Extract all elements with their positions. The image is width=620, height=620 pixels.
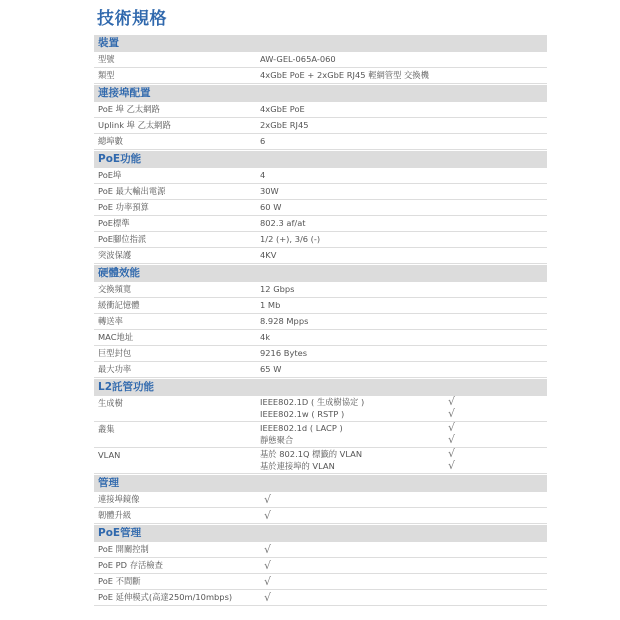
table-row xyxy=(94,118,547,134)
checkmark-icon: √ xyxy=(448,407,456,420)
row-value: 4xGbE PoE + 2xGbE RJ45 輕網管型 交換機 xyxy=(260,70,429,80)
table-row xyxy=(94,542,547,558)
row-label: 交換頻寬 xyxy=(98,284,132,294)
table-row xyxy=(94,448,547,474)
row-label: PoE標準 xyxy=(98,218,130,228)
row-value: 1 Mb xyxy=(260,300,281,310)
row-value: 65 W xyxy=(260,364,282,374)
row-label: 轉送率 xyxy=(98,316,123,326)
row-values xyxy=(260,423,343,446)
page-title: 技術規格 xyxy=(97,9,167,29)
row-value: 4xGbE PoE xyxy=(260,104,305,114)
table-row xyxy=(94,68,547,84)
table-row xyxy=(94,232,547,248)
section-header-management: 管理 xyxy=(94,475,547,492)
row-value: 12 Gbps xyxy=(260,284,295,294)
checkmark-icon: √ xyxy=(264,509,272,522)
table-row xyxy=(94,590,547,606)
row-value: IEEE802.1D ( 生成樹協定 ) xyxy=(260,397,365,407)
table-row xyxy=(94,422,547,448)
row-value: 1/2 (+), 3/6 (-) xyxy=(260,234,321,244)
table-row xyxy=(94,330,547,346)
row-value: 4KV xyxy=(260,250,277,260)
table-row xyxy=(94,184,547,200)
row-label: PoE 延伸模式(高達250m/10mbps) xyxy=(98,592,233,602)
row-label: MAC地址 xyxy=(98,332,134,342)
row-label: PoE 不間斷 xyxy=(98,576,141,586)
row-value: IEEE802.1w ( RSTP ) xyxy=(260,408,345,419)
row-value: 60 W xyxy=(260,202,282,212)
row-label: 總埠數 xyxy=(98,136,123,146)
section-header-l2-managed: L2託管功能 xyxy=(94,379,547,396)
row-value: 6 xyxy=(260,136,266,146)
section-header-port-config: 連接埠配置 xyxy=(94,85,547,102)
row-label: 叢集 xyxy=(98,424,115,434)
table-row xyxy=(94,508,547,524)
table-row xyxy=(94,282,547,298)
row-label: 緩衝記憶體 xyxy=(98,300,140,310)
row-value: 9216 Bytes xyxy=(260,348,308,358)
table-row xyxy=(94,168,547,184)
row-value: 30W xyxy=(260,186,279,196)
row-label: 生成樹 xyxy=(98,398,123,408)
row-value: 4 xyxy=(260,170,266,180)
row-label: 最大功率 xyxy=(98,364,132,374)
checkmark-icon: √ xyxy=(264,559,272,572)
row-checks xyxy=(448,422,455,446)
row-checks xyxy=(448,396,455,420)
row-label: PoE腳位指派 xyxy=(98,234,147,244)
checkmark-icon: √ xyxy=(448,395,456,408)
table-row xyxy=(94,314,547,330)
checkmark-icon: √ xyxy=(264,591,272,604)
table-row xyxy=(94,52,547,68)
row-values xyxy=(260,449,362,472)
row-value: 8.928 Mpps xyxy=(260,316,309,326)
row-value: 802.3 af/at xyxy=(260,218,306,228)
row-label: PoE 功率預算 xyxy=(98,202,149,212)
table-row xyxy=(94,362,547,378)
table-row xyxy=(94,558,547,574)
table-row xyxy=(94,346,547,362)
row-label: PoE 最大輸出電源 xyxy=(98,186,166,196)
row-label: 連接埠鏡像 xyxy=(98,494,140,504)
row-label: 型號 xyxy=(98,54,115,64)
row-checks xyxy=(448,448,455,472)
row-value: 2xGbE RJ45 xyxy=(260,120,309,130)
checkmark-icon: √ xyxy=(264,575,272,588)
checkmark-icon: √ xyxy=(264,493,272,506)
row-label: 韌體升級 xyxy=(98,510,132,520)
table-row xyxy=(94,134,547,150)
section-header-device: 裝置 xyxy=(94,35,547,52)
table-row xyxy=(94,102,547,118)
checkmark-icon: √ xyxy=(448,433,456,446)
checkmark-icon: √ xyxy=(448,459,456,472)
row-value: AW-GEL-065A-060 xyxy=(260,54,336,64)
table-row xyxy=(94,396,547,422)
row-label: PoE PD 存活檢查 xyxy=(98,560,163,570)
checkmark-icon: √ xyxy=(448,447,456,460)
row-value: IEEE802.1d ( LACP ) xyxy=(260,423,343,433)
row-values xyxy=(260,397,364,420)
row-label: 巨型封包 xyxy=(98,348,132,358)
table-row xyxy=(94,298,547,314)
section-header-hardware-performance: 硬體效能 xyxy=(94,265,547,282)
row-label: PoE埠 xyxy=(98,170,122,180)
section-header-poe-features: PoE功能 xyxy=(94,151,547,168)
checkmark-icon: √ xyxy=(448,421,456,434)
table-row xyxy=(94,200,547,216)
table-row xyxy=(94,574,547,590)
section-header-poe-management: PoE管理 xyxy=(94,525,547,542)
row-label: Uplink 埠 乙太網路 xyxy=(98,120,171,130)
table-row xyxy=(94,492,547,508)
row-label: 突波保護 xyxy=(98,250,132,260)
row-label: PoE 埠 乙太網路 xyxy=(98,104,160,114)
row-label: VLAN xyxy=(98,450,121,460)
row-value: 靜態聚合 xyxy=(260,434,294,445)
spec-table xyxy=(94,35,547,606)
table-row xyxy=(94,248,547,264)
row-value: 4k xyxy=(260,332,271,342)
row-label: 類型 xyxy=(98,70,115,80)
row-value: 基於連接埠的 VLAN xyxy=(260,460,335,471)
table-row xyxy=(94,216,547,232)
checkmark-icon: √ xyxy=(264,543,272,556)
row-value: 基於 802.1Q 標籤的 VLAN xyxy=(260,449,363,459)
row-label: PoE 開關控制 xyxy=(98,544,149,554)
